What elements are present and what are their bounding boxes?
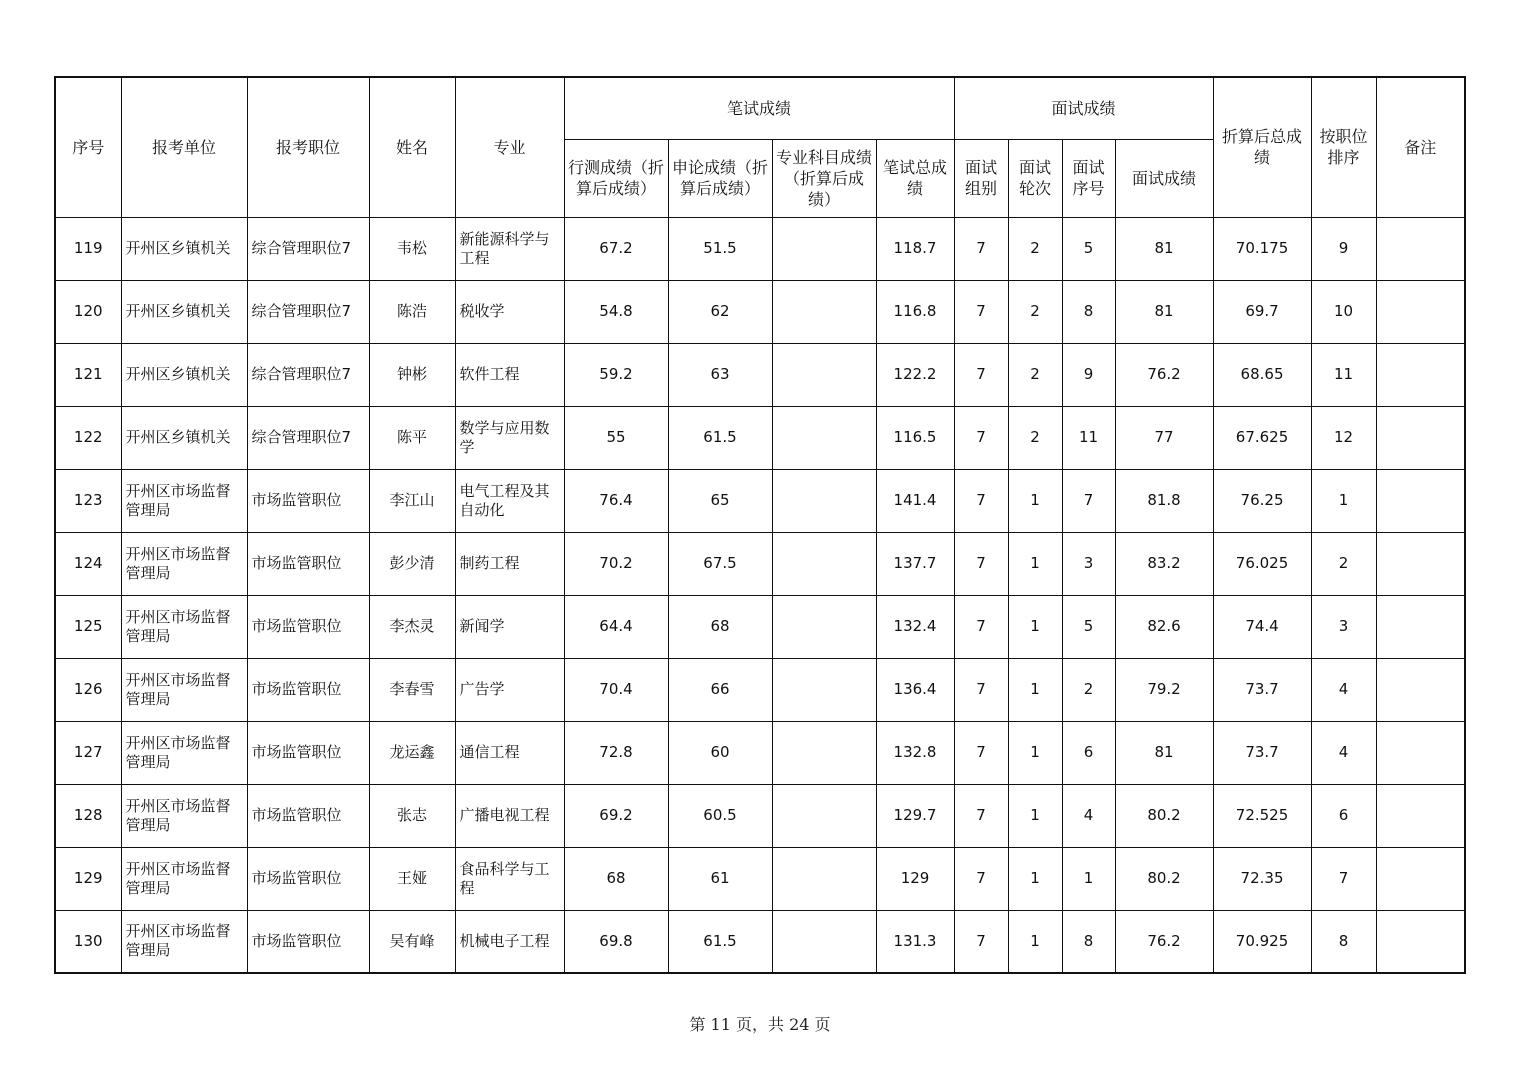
cell-remark [1376,532,1465,595]
cell-iv-round: 1 [1008,532,1062,595]
table-row [55,469,1465,532]
cell-shenlun: 66 [668,658,772,721]
cell-seq: 130 [55,910,121,973]
cell-iv-round: 1 [1008,595,1062,658]
cell-iv-score: 83.2 [1115,532,1213,595]
cell-shenlun: 62 [668,280,772,343]
cell-final-total: 73.7 [1213,721,1311,784]
cell-iv-group: 7 [954,721,1008,784]
cell-iv-round: 2 [1008,343,1062,406]
cell-unit: 开州区市场监督管理局 [121,658,247,721]
cell-final-total: 70.925 [1213,910,1311,973]
header-iv-score: 面试成绩 [1115,139,1213,217]
cell-major: 机械电子工程 [455,910,564,973]
cell-shenlun: 68 [668,595,772,658]
cell-major: 通信工程 [455,721,564,784]
cell-iv-score: 79.2 [1115,658,1213,721]
cell-unit: 开州区乡镇机关 [121,343,247,406]
cell-position: 市场监管职位 [247,658,369,721]
cell-seq: 125 [55,595,121,658]
cell-final-total: 70.175 [1213,217,1311,280]
cell-name: 李江山 [369,469,455,532]
cell-unit: 开州区市场监督管理局 [121,469,247,532]
cell-iv-group: 7 [954,343,1008,406]
cell-position: 市场监管职位 [247,469,369,532]
cell-xingce: 59.2 [564,343,668,406]
cell-shenlun: 67.5 [668,532,772,595]
cell-shenlun: 51.5 [668,217,772,280]
cell-unit: 开州区乡镇机关 [121,406,247,469]
table-row [55,847,1465,910]
cell-xingce: 64.4 [564,595,668,658]
cell-iv-order: 8 [1062,910,1115,973]
cell-position: 综合管理职位7 [247,217,369,280]
cell-iv-round: 2 [1008,217,1062,280]
cell-written-total: 137.7 [876,532,954,595]
cell-iv-group: 7 [954,847,1008,910]
table-row [55,658,1465,721]
cell-remark [1376,469,1465,532]
table-row [55,280,1465,343]
cell-rank: 4 [1311,658,1376,721]
cell-unit: 开州区乡镇机关 [121,280,247,343]
cell-written-total: 118.7 [876,217,954,280]
cell-remark [1376,784,1465,847]
cell-major: 软件工程 [455,343,564,406]
cell-iv-score: 81.8 [1115,469,1213,532]
table-body [55,217,1465,973]
cell-zhuanye [772,217,876,280]
cell-unit: 开州区市场监督管理局 [121,532,247,595]
cell-xingce: 69.2 [564,784,668,847]
cell-iv-order: 9 [1062,343,1115,406]
cell-position: 市场监管职位 [247,721,369,784]
cell-final-total: 69.7 [1213,280,1311,343]
cell-seq: 127 [55,721,121,784]
cell-name: 陈浩 [369,280,455,343]
cell-name: 吴有峰 [369,910,455,973]
cell-final-total: 76.025 [1213,532,1311,595]
cell-position: 综合管理职位7 [247,280,369,343]
cell-unit: 开州区市场监督管理局 [121,847,247,910]
cell-position: 市场监管职位 [247,910,369,973]
header-xingce: 行测成绩（折算后成绩） [564,139,668,217]
cell-xingce: 69.8 [564,910,668,973]
cell-seq: 129 [55,847,121,910]
cell-iv-order: 7 [1062,469,1115,532]
cell-written-total: 122.2 [876,343,954,406]
header-rank: 按职位排序 [1311,77,1376,217]
cell-name: 韦松 [369,217,455,280]
header-iv-order: 面试序号 [1062,139,1115,217]
cell-major: 新能源科学与工程 [455,217,564,280]
cell-final-total: 72.35 [1213,847,1311,910]
cell-written-total: 129.7 [876,784,954,847]
cell-written-total: 116.8 [876,280,954,343]
header-written-group: 笔试成绩 [564,77,954,139]
cell-name: 李杰灵 [369,595,455,658]
cell-iv-order: 5 [1062,217,1115,280]
cell-shenlun: 61.5 [668,406,772,469]
header-final-total: 折算后总成绩 [1213,77,1311,217]
cell-iv-score: 80.2 [1115,847,1213,910]
cell-zhuanye [772,469,876,532]
cell-unit: 开州区市场监督管理局 [121,595,247,658]
cell-iv-order: 5 [1062,595,1115,658]
header-name: 姓名 [369,77,455,217]
cell-position: 综合管理职位7 [247,343,369,406]
cell-iv-round: 1 [1008,721,1062,784]
cell-name: 张志 [369,784,455,847]
table-row [55,406,1465,469]
table-row [55,721,1465,784]
cell-shenlun: 65 [668,469,772,532]
cell-zhuanye [772,910,876,973]
cell-written-total: 141.4 [876,469,954,532]
cell-rank: 9 [1311,217,1376,280]
header-position: 报考职位 [247,77,369,217]
cell-position: 市场监管职位 [247,595,369,658]
cell-iv-round: 2 [1008,406,1062,469]
cell-shenlun: 60.5 [668,784,772,847]
table-row [55,595,1465,658]
header-iv-round: 面试轮次 [1008,139,1062,217]
header-seq: 序号 [55,77,121,217]
cell-remark [1376,343,1465,406]
cell-major: 新闻学 [455,595,564,658]
header-written-total: 笔试总成绩 [876,139,954,217]
cell-iv-score: 82.6 [1115,595,1213,658]
cell-zhuanye [772,406,876,469]
cell-xingce: 76.4 [564,469,668,532]
cell-final-total: 67.625 [1213,406,1311,469]
cell-position: 综合管理职位7 [247,406,369,469]
cell-unit: 开州区市场监督管理局 [121,721,247,784]
cell-unit: 开州区市场监督管理局 [121,910,247,973]
cell-iv-group: 7 [954,469,1008,532]
cell-written-total: 131.3 [876,910,954,973]
cell-seq: 119 [55,217,121,280]
cell-shenlun: 61.5 [668,910,772,973]
cell-major: 广播电视工程 [455,784,564,847]
header-iv-group: 面试组别 [954,139,1008,217]
cell-iv-group: 7 [954,910,1008,973]
cell-iv-order: 2 [1062,658,1115,721]
cell-rank: 11 [1311,343,1376,406]
cell-zhuanye [772,784,876,847]
cell-iv-group: 7 [954,658,1008,721]
cell-unit: 开州区乡镇机关 [121,217,247,280]
cell-final-total: 68.65 [1213,343,1311,406]
cell-rank: 7 [1311,847,1376,910]
cell-xingce: 70.2 [564,532,668,595]
cell-seq: 126 [55,658,121,721]
cell-iv-order: 1 [1062,847,1115,910]
table-row [55,784,1465,847]
cell-shenlun: 60 [668,721,772,784]
header-zhuanye: 专业科目成绩（折算后成绩） [772,139,876,217]
cell-position: 市场监管职位 [247,847,369,910]
cell-major: 数学与应用数学 [455,406,564,469]
cell-zhuanye [772,343,876,406]
cell-major: 电气工程及其自动化 [455,469,564,532]
cell-name: 彭少清 [369,532,455,595]
page-number: 第 11 页，共 24 页 [689,1015,831,1034]
cell-name: 钟彬 [369,343,455,406]
cell-zhuanye [772,280,876,343]
cell-remark [1376,595,1465,658]
cell-remark [1376,217,1465,280]
cell-name: 王娅 [369,847,455,910]
cell-iv-round: 1 [1008,847,1062,910]
cell-iv-score: 81 [1115,217,1213,280]
header-major: 专业 [455,77,564,217]
header-unit: 报考单位 [121,77,247,217]
cell-zhuanye [772,532,876,595]
cell-iv-round: 1 [1008,910,1062,973]
cell-xingce: 55 [564,406,668,469]
cell-iv-score: 77 [1115,406,1213,469]
cell-iv-round: 1 [1008,658,1062,721]
cell-major: 税收学 [455,280,564,343]
cell-iv-order: 11 [1062,406,1115,469]
cell-written-total: 129 [876,847,954,910]
cell-remark [1376,721,1465,784]
cell-shenlun: 63 [668,343,772,406]
cell-shenlun: 61 [668,847,772,910]
cell-final-total: 74.4 [1213,595,1311,658]
cell-iv-round: 1 [1008,784,1062,847]
cell-iv-round: 1 [1008,469,1062,532]
cell-iv-group: 7 [954,532,1008,595]
cell-xingce: 67.2 [564,217,668,280]
cell-xingce: 68 [564,847,668,910]
cell-remark [1376,847,1465,910]
cell-final-total: 73.7 [1213,658,1311,721]
cell-iv-group: 7 [954,784,1008,847]
table-header [55,77,1465,217]
cell-written-total: 116.5 [876,406,954,469]
cell-xingce: 70.4 [564,658,668,721]
cell-iv-group: 7 [954,406,1008,469]
table-row [55,532,1465,595]
cell-major: 食品科学与工程 [455,847,564,910]
cell-iv-group: 7 [954,280,1008,343]
cell-name: 龙运鑫 [369,721,455,784]
cell-xingce: 72.8 [564,721,668,784]
cell-iv-score: 76.2 [1115,343,1213,406]
cell-major: 制药工程 [455,532,564,595]
cell-seq: 122 [55,406,121,469]
cell-written-total: 136.4 [876,658,954,721]
cell-iv-score: 81 [1115,280,1213,343]
cell-rank: 2 [1311,532,1376,595]
cell-zhuanye [772,721,876,784]
cell-written-total: 132.4 [876,595,954,658]
cell-seq: 123 [55,469,121,532]
cell-zhuanye [772,847,876,910]
cell-iv-order: 4 [1062,784,1115,847]
cell-rank: 1 [1311,469,1376,532]
header-shenlun: 申论成绩（折算后成绩） [668,139,772,217]
cell-rank: 10 [1311,280,1376,343]
cell-seq: 128 [55,784,121,847]
cell-rank: 4 [1311,721,1376,784]
cell-iv-order: 8 [1062,280,1115,343]
cell-iv-score: 80.2 [1115,784,1213,847]
header-remark: 备注 [1376,77,1465,217]
score-table [54,76,1466,974]
cell-remark [1376,280,1465,343]
cell-remark [1376,910,1465,973]
cell-remark [1376,406,1465,469]
cell-iv-score: 76.2 [1115,910,1213,973]
cell-xingce: 54.8 [564,280,668,343]
cell-zhuanye [772,658,876,721]
cell-iv-round: 2 [1008,280,1062,343]
cell-position: 市场监管职位 [247,784,369,847]
cell-seq: 120 [55,280,121,343]
cell-rank: 6 [1311,784,1376,847]
cell-rank: 8 [1311,910,1376,973]
cell-iv-group: 7 [954,217,1008,280]
cell-rank: 3 [1311,595,1376,658]
table-row [55,217,1465,280]
cell-name: 陈平 [369,406,455,469]
cell-remark [1376,658,1465,721]
table-row [55,343,1465,406]
cell-final-total: 76.25 [1213,469,1311,532]
cell-seq: 124 [55,532,121,595]
cell-zhuanye [772,595,876,658]
cell-iv-group: 7 [954,595,1008,658]
table-row [55,910,1465,973]
cell-position: 市场监管职位 [247,532,369,595]
cell-written-total: 132.8 [876,721,954,784]
cell-name: 李春雪 [369,658,455,721]
cell-unit: 开州区市场监督管理局 [121,784,247,847]
cell-iv-order: 6 [1062,721,1115,784]
cell-final-total: 72.525 [1213,784,1311,847]
header-interview-group: 面试成绩 [954,77,1213,139]
cell-rank: 12 [1311,406,1376,469]
cell-seq: 121 [55,343,121,406]
cell-iv-score: 81 [1115,721,1213,784]
cell-iv-order: 3 [1062,532,1115,595]
cell-major: 广告学 [455,658,564,721]
